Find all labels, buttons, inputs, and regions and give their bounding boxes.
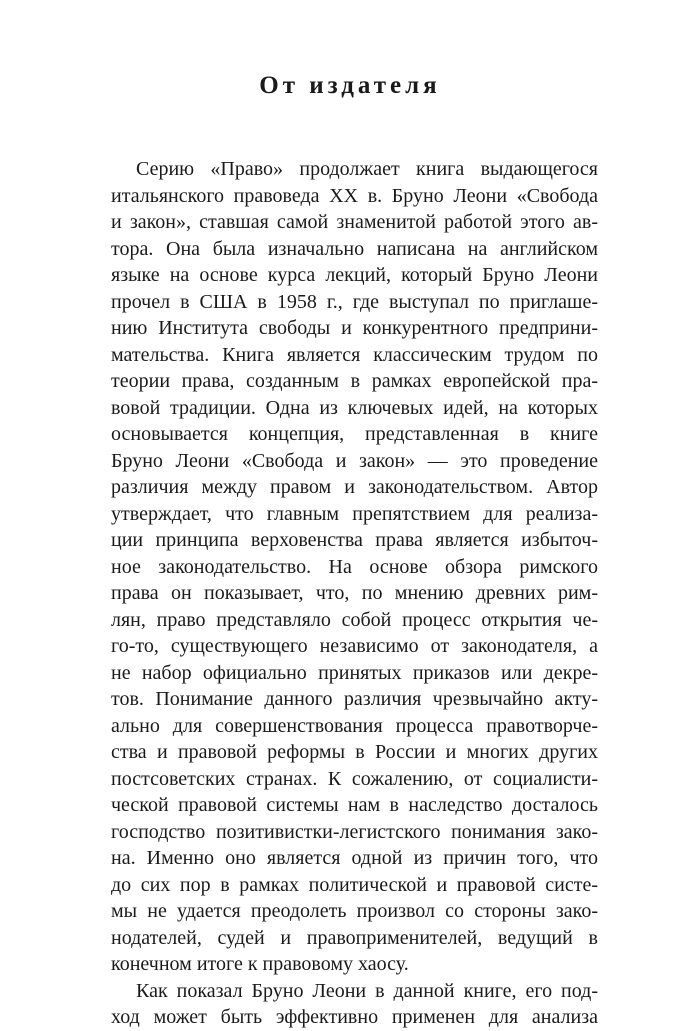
text-line: господство позитивистки-легистского понимания зако- [111,820,598,843]
text-line: мы не удается преодолеть произвол со стороны зако- [111,900,598,922]
text-line: тора. Она была изначально написана на английском [111,237,598,260]
text-line: на. Именно оно является одной из причин того, что [111,847,598,869]
text-line: вовой традиции. Одна из ключевых идей, на которых [111,396,598,419]
text-line: Серию «Право» продолжает книга выдающегося [136,158,598,180]
text-line: ции принципа верховенства права является избыточ- [111,529,598,551]
text-line: ства и правовой реформы в России и многих других [111,741,598,763]
text-line: Бруно Леони «Свобода и закон» — это проведение [111,449,598,472]
text-line: теории права, созданным в рамках европейской пра- [111,370,598,392]
text-line: конечном итоге к правовому хаосу. [111,953,409,975]
text-line: го-то, существующего независимо от законодателя, а [111,635,598,657]
text-line: ческой правовой системы нам в наследство досталось [111,794,598,816]
text-line: мательства. Книга является классическим трудом по [111,343,598,366]
text-line: постсоветских странах. К сожалению, от социалисти- [111,767,598,790]
text-line: нию Института свободы и конкурентного предприни- [111,317,598,339]
text-line: тов. Понимание данного различия чрезвычайно акту- [111,688,598,710]
text-line: языке на основе курса лекций, который Бруно Леони [111,264,598,286]
text-line: Как показал Бруно Леони в данной книге, его под- [136,979,598,1002]
text-line: ально для совершенствования процесса правотворче- [111,714,598,737]
paragraph [111,978,598,1031]
body-text [111,156,598,1031]
text-line: и закон», ставшая самой знаменитой работой этого ав- [111,211,598,233]
text-line: утверждает, что главным препятствием для реализа- [111,502,598,525]
page-title: От издателя [259,72,441,99]
text-line: ное законодательство. На основе обзора римского [111,555,598,578]
text-line: до сих пор в рамках политической и правовой систе- [111,873,598,896]
text-line: прочел в США в 1958 г., где выступал по приглаше- [111,290,598,313]
text-line: итальянского правоведа XX в. Бруно Леони «Свобода [111,184,598,207]
text-line: нодателей, судей и правоприменителей, ведущий в [111,926,598,949]
paragraph [111,156,598,978]
text-line: различия между правом и законодательством. Автор [111,476,598,498]
text-line: основывается концепция, представленная в книге [111,423,598,445]
text-line: не набор официально принятых приказов или декре- [111,661,598,684]
text-line: ход может быть эффективно применен для анализа [111,1006,598,1028]
text-line: лян, право представляло собой процесс открытия че- [111,608,598,631]
text-line: права он показывает, что, по мнению древних рим- [111,582,598,604]
